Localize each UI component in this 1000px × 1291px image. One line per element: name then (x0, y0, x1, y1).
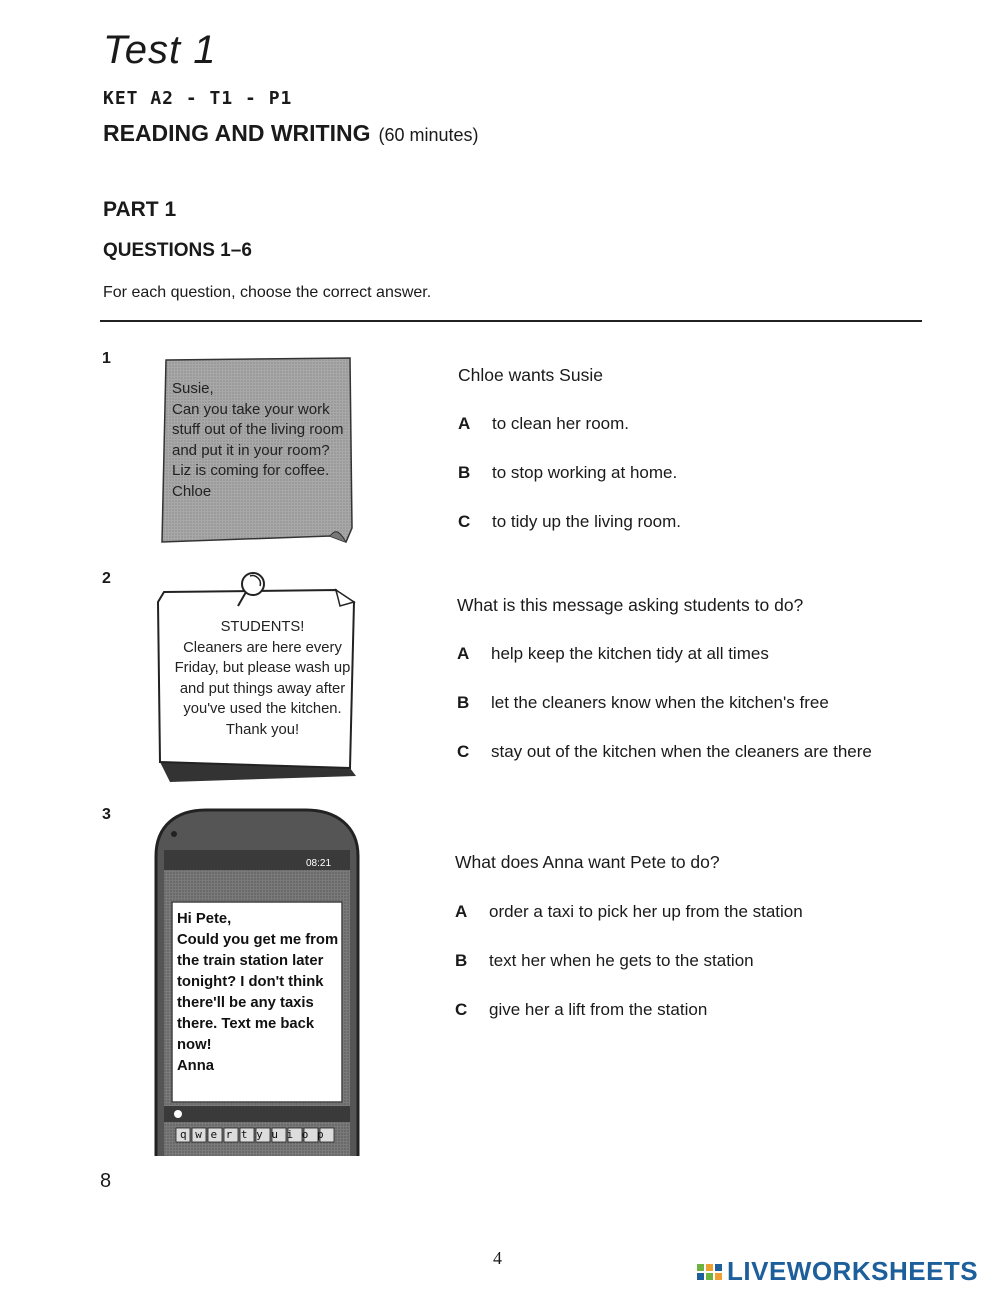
section-name: READING AND WRITING (103, 120, 371, 146)
answer-option-2b[interactable]: B let the cleaners know when the kitchen's free (457, 693, 829, 712)
phone-clock: 08:21 (306, 858, 332, 869)
section-title (103, 120, 479, 147)
divider (100, 320, 922, 322)
question-number-3: 3 (102, 806, 111, 823)
question-prompt-1: Chloe wants Susie (458, 365, 603, 385)
page-title: Test 1 (103, 28, 217, 72)
test-code: KET A2 - T1 - P1 (103, 88, 293, 109)
answer-option-1a[interactable]: A to clean her room. (458, 414, 630, 433)
brand-name: LIVEWORKSHEETS (727, 1256, 979, 1286)
notice-message: STUDENTS! Cleaners are here every Friday, but please wash up and put things away after you've used the kitchen. Thank you! (174, 619, 351, 738)
answer-option-1b[interactable]: B to stop working at home. (458, 463, 678, 482)
page-number: 4 (493, 1248, 502, 1268)
question-number-2: 2 (102, 570, 111, 587)
question-prompt-2: What is this message asking students to do? (457, 595, 804, 615)
question-prompt-3: What does Anna want Pete to do? (455, 852, 720, 872)
answer-option-3a[interactable]: A order a taxi to pick her up from the station (455, 902, 803, 921)
questions-heading: QUESTIONS 1–6 (103, 240, 252, 261)
text-message: Hi Pete, Could you get me from the train station later tonight? I don't think there'll be any taxis there. Text me back now! Anna (177, 911, 339, 1074)
answer-option-3b[interactable]: B text her when he gets to the station (455, 951, 754, 970)
part-heading: PART 1 (103, 198, 177, 221)
answer-option-2c[interactable]: C stay out of the kitchen when the cleaners are there (457, 742, 872, 761)
question-number-1: 1 (102, 350, 111, 367)
answer-option-1c[interactable]: C to tidy up the living room. (458, 512, 681, 531)
liveworksheets-logo[interactable] (696, 1256, 978, 1287)
instruction-text: For each question, choose the correct answer. (103, 284, 432, 301)
answer-option-2a[interactable]: A help keep the kitchen tidy at all times (457, 644, 769, 663)
section-page-number: 8 (100, 1170, 112, 1192)
note-message: Susie, Can you take your work stuff out of the living room and put it in your room? Liz is coming for coffee. Chloe (172, 380, 344, 500)
section-duration: (60 minutes) (378, 125, 479, 145)
logo-grid-icon (696, 1263, 723, 1281)
answer-option-3c[interactable]: C give her a lift from the station (455, 1000, 708, 1019)
keyboard-row: qwertyuiop (180, 1128, 333, 1141)
